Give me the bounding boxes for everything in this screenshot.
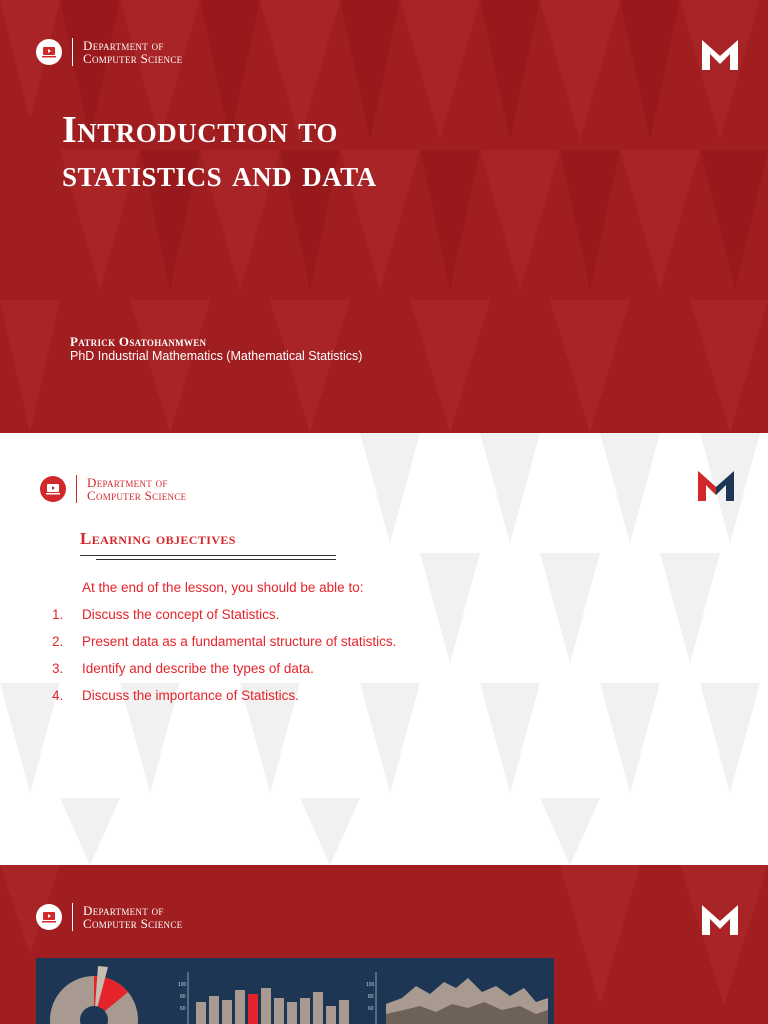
department-header — [36, 903, 182, 931]
department-line-2: Computer Science — [83, 916, 183, 931]
list-number: 1. — [52, 607, 64, 622]
laptop-play-icon — [36, 39, 62, 65]
list-text: Identify and describe the types of data. — [82, 661, 314, 676]
bar-chart-graphic — [178, 972, 349, 1024]
charts-slide — [0, 865, 768, 1024]
list-item — [52, 688, 299, 703]
bar-tick-2: 80 — [180, 994, 186, 1000]
list-number: 2. — [52, 634, 64, 649]
objectives-heading: Learning objectives — [80, 529, 236, 548]
area-tick-2: 80 — [368, 994, 374, 1000]
department-line-1: Department of — [83, 903, 164, 918]
title-line-2: statistics and data — [62, 153, 377, 195]
header-divider — [72, 38, 73, 66]
pie-chart-graphic — [50, 966, 138, 1024]
chart-illustration — [36, 958, 554, 1024]
department-line-1: Department of — [87, 475, 168, 490]
list-text: Discuss the concept of Statistics. — [82, 607, 280, 622]
bar-tick-3: 60 — [180, 1006, 186, 1012]
laptop-play-icon — [36, 904, 62, 930]
list-number: 3. — [52, 661, 64, 676]
author-degree: PhD Industrial Mathematics (Mathematical Statistics) — [70, 349, 363, 363]
title-line-1: Introduction to — [62, 109, 338, 151]
department-header — [36, 38, 182, 66]
department-name — [87, 476, 186, 502]
laptop-play-icon — [40, 476, 66, 502]
heading-underline — [80, 555, 336, 556]
list-item — [52, 607, 279, 622]
author-name: Patrick Osatohanmwen — [70, 334, 207, 349]
m-logo-icon — [702, 905, 738, 935]
objectives-intro: At the end of the lesson, you should be able to: — [82, 580, 364, 595]
header-divider — [72, 903, 73, 931]
area-chart-graphic — [366, 972, 548, 1024]
department-line-2: Computer Science — [87, 488, 187, 503]
area-tick-3: 60 — [368, 1006, 374, 1012]
m-logo-icon — [698, 471, 734, 501]
list-item — [52, 634, 396, 649]
department-line-2: Computer Science — [83, 51, 183, 66]
decorative-chart-image — [36, 958, 554, 1024]
department-header — [40, 475, 186, 503]
bar-tick-1: 100 — [178, 982, 187, 988]
objectives-slide — [0, 433, 768, 865]
list-number: 4. — [52, 688, 64, 703]
header-divider — [76, 475, 77, 503]
department-name — [83, 904, 182, 930]
heading-underline-2 — [96, 559, 336, 560]
list-text: Present data as a fundamental structure of statistics. — [82, 634, 397, 649]
list-item — [52, 661, 314, 676]
list-text: Discuss the importance of Statistics. — [82, 688, 299, 703]
m-logo-icon — [702, 40, 738, 70]
title-slide — [0, 0, 768, 433]
department-name — [83, 39, 182, 65]
area-tick-1: 100 — [366, 982, 375, 988]
department-line-1: Department of — [83, 38, 164, 53]
